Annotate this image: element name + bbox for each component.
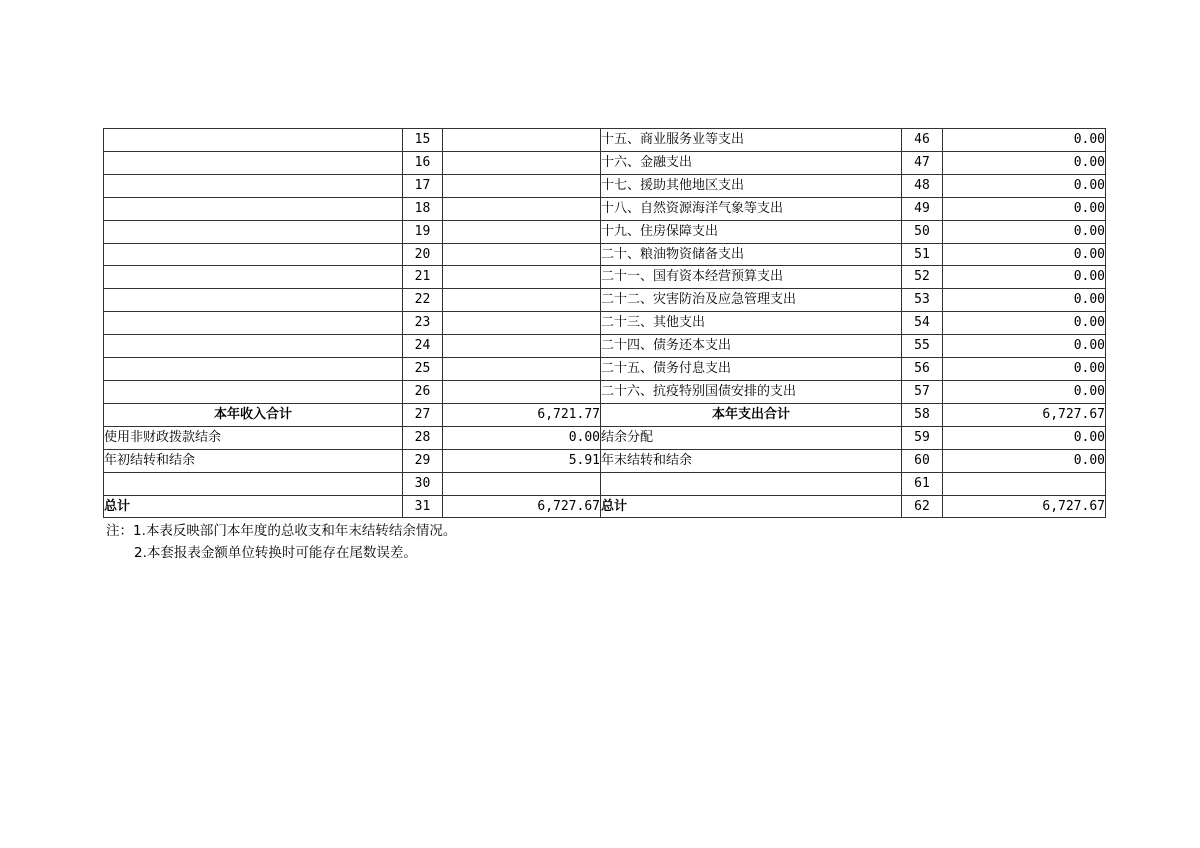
income-line-no-cell: 21 xyxy=(403,266,443,289)
expense-line-no-cell: 62 xyxy=(902,495,943,518)
income-amount-cell xyxy=(443,358,601,381)
expense-amount-cell: 0.00 xyxy=(943,312,1106,335)
expense-amount-cell: 0.00 xyxy=(943,289,1106,312)
expense-amount-cell: 0.00 xyxy=(943,174,1106,197)
expense-line-no-cell: 57 xyxy=(902,380,943,403)
income-item-cell xyxy=(104,151,403,174)
table-body xyxy=(104,129,1106,518)
income-item-cell: 使用非财政拨款结余 xyxy=(104,426,403,449)
expense-line-no-cell: 54 xyxy=(902,312,943,335)
expense-item-cell: 总计 xyxy=(601,495,902,518)
expense-item-cell: 年末结转和结余 xyxy=(601,449,902,472)
income-amount-cell xyxy=(443,472,601,495)
expense-line-no-cell: 46 xyxy=(902,129,943,152)
income-line-no-cell: 25 xyxy=(403,358,443,381)
expense-amount-cell: 0.00 xyxy=(943,197,1106,220)
table-row xyxy=(104,174,1106,197)
expense-item-cell xyxy=(601,472,902,495)
expense-item-cell: 二十、粮油物资储备支出 xyxy=(601,243,902,266)
income-item-cell xyxy=(104,266,403,289)
expense-item-cell: 二十六、抗疫特别国债安排的支出 xyxy=(601,380,902,403)
income-item-cell xyxy=(104,358,403,381)
table-row xyxy=(104,312,1106,335)
expense-line-no-cell: 52 xyxy=(902,266,943,289)
footnote-2: 2.本套报表金额单位转换时可能存在尾数误差。 xyxy=(134,544,417,561)
table-row xyxy=(104,403,1106,426)
income-amount-cell xyxy=(443,312,601,335)
income-line-no-cell: 24 xyxy=(403,335,443,358)
income-amount-cell: 6,727.67 xyxy=(443,495,601,518)
table-row xyxy=(104,197,1106,220)
table-row xyxy=(104,495,1106,518)
expense-item-cell: 二十一、国有资本经营预算支出 xyxy=(601,266,902,289)
expense-item-cell: 十五、商业服务业等支出 xyxy=(601,129,902,152)
income-item-cell xyxy=(104,289,403,312)
expense-line-no-cell: 59 xyxy=(902,426,943,449)
expense-item-cell: 二十三、其他支出 xyxy=(601,312,902,335)
income-item-cell: 年初结转和结余 xyxy=(104,449,403,472)
budget-summary-table xyxy=(103,128,1106,518)
income-item-cell xyxy=(104,174,403,197)
expense-line-no-cell: 47 xyxy=(902,151,943,174)
income-item-cell xyxy=(104,335,403,358)
table-row xyxy=(104,472,1106,495)
income-item-cell xyxy=(104,197,403,220)
table-row xyxy=(104,129,1106,152)
income-line-no-cell: 23 xyxy=(403,312,443,335)
expense-amount-cell: 0.00 xyxy=(943,220,1106,243)
income-amount-cell xyxy=(443,174,601,197)
expense-amount-cell: 0.00 xyxy=(943,426,1106,449)
income-line-no-cell: 19 xyxy=(403,220,443,243)
income-amount-cell xyxy=(443,266,601,289)
expense-item-cell: 本年支出合计 xyxy=(601,403,902,426)
expense-amount-cell: 0.00 xyxy=(943,449,1106,472)
income-item-cell xyxy=(104,243,403,266)
income-line-no-cell: 29 xyxy=(403,449,443,472)
expense-amount-cell: 0.00 xyxy=(943,151,1106,174)
expense-amount-cell: 6,727.67 xyxy=(943,403,1106,426)
expense-line-no-cell: 61 xyxy=(902,472,943,495)
table-row xyxy=(104,380,1106,403)
income-line-no-cell: 30 xyxy=(403,472,443,495)
expense-amount-cell: 0.00 xyxy=(943,266,1106,289)
expense-line-no-cell: 51 xyxy=(902,243,943,266)
expense-line-no-cell: 49 xyxy=(902,197,943,220)
expense-item-cell: 十九、住房保障支出 xyxy=(601,220,902,243)
income-amount-cell xyxy=(443,129,601,152)
income-amount-cell: 6,721.77 xyxy=(443,403,601,426)
table-row xyxy=(104,266,1106,289)
table-row xyxy=(104,358,1106,381)
expense-line-no-cell: 55 xyxy=(902,335,943,358)
income-amount-cell xyxy=(443,197,601,220)
income-item-cell: 本年收入合计 xyxy=(104,403,403,426)
income-line-no-cell: 26 xyxy=(403,380,443,403)
income-item-cell: 总计 xyxy=(104,495,403,518)
expense-item-cell: 二十五、债务付息支出 xyxy=(601,358,902,381)
expense-item-cell: 结余分配 xyxy=(601,426,902,449)
expense-line-no-cell: 60 xyxy=(902,449,943,472)
expense-line-no-cell: 56 xyxy=(902,358,943,381)
income-line-no-cell: 18 xyxy=(403,197,443,220)
expense-amount-cell xyxy=(943,472,1106,495)
income-line-no-cell: 16 xyxy=(403,151,443,174)
income-item-cell xyxy=(104,312,403,335)
table-row xyxy=(104,426,1106,449)
income-item-cell xyxy=(104,220,403,243)
income-amount-cell xyxy=(443,380,601,403)
income-line-no-cell: 27 xyxy=(403,403,443,426)
income-amount-cell xyxy=(443,243,601,266)
income-line-no-cell: 28 xyxy=(403,426,443,449)
expense-amount-cell: 6,727.67 xyxy=(943,495,1106,518)
expense-item-cell: 十六、金融支出 xyxy=(601,151,902,174)
expense-item-cell: 二十四、债务还本支出 xyxy=(601,335,902,358)
income-line-no-cell: 31 xyxy=(403,495,443,518)
table-row xyxy=(104,449,1106,472)
income-item-cell xyxy=(104,472,403,495)
footnote-1: 注：1.本表反映部门本年度的总收支和年末结转结余情况。 xyxy=(106,523,457,539)
income-amount-cell xyxy=(443,335,601,358)
income-item-cell xyxy=(104,129,403,152)
table-footnotes xyxy=(106,521,456,564)
table-row xyxy=(104,289,1106,312)
table-row xyxy=(104,151,1106,174)
income-line-no-cell: 22 xyxy=(403,289,443,312)
expense-item-cell: 二十二、灾害防治及应急管理支出 xyxy=(601,289,902,312)
expense-amount-cell: 0.00 xyxy=(943,380,1106,403)
budget-summary-sheet xyxy=(103,128,1106,518)
income-amount-cell xyxy=(443,220,601,243)
table-row xyxy=(104,220,1106,243)
expense-amount-cell: 0.00 xyxy=(943,358,1106,381)
income-line-no-cell: 17 xyxy=(403,174,443,197)
expense-line-no-cell: 50 xyxy=(902,220,943,243)
expense-item-cell: 十七、援助其他地区支出 xyxy=(601,174,902,197)
expense-amount-cell: 0.00 xyxy=(943,129,1106,152)
expense-amount-cell: 0.00 xyxy=(943,335,1106,358)
expense-line-no-cell: 48 xyxy=(902,174,943,197)
table-row xyxy=(104,243,1106,266)
income-line-no-cell: 20 xyxy=(403,243,443,266)
expense-line-no-cell: 53 xyxy=(902,289,943,312)
table-row xyxy=(104,335,1106,358)
income-amount-cell: 0.00 xyxy=(443,426,601,449)
expense-amount-cell: 0.00 xyxy=(943,243,1106,266)
income-amount-cell xyxy=(443,289,601,312)
income-amount-cell: 5.91 xyxy=(443,449,601,472)
expense-item-cell: 十八、自然资源海洋气象等支出 xyxy=(601,197,902,220)
income-amount-cell xyxy=(443,151,601,174)
income-item-cell xyxy=(104,380,403,403)
income-line-no-cell: 15 xyxy=(403,129,443,152)
expense-line-no-cell: 58 xyxy=(902,403,943,426)
